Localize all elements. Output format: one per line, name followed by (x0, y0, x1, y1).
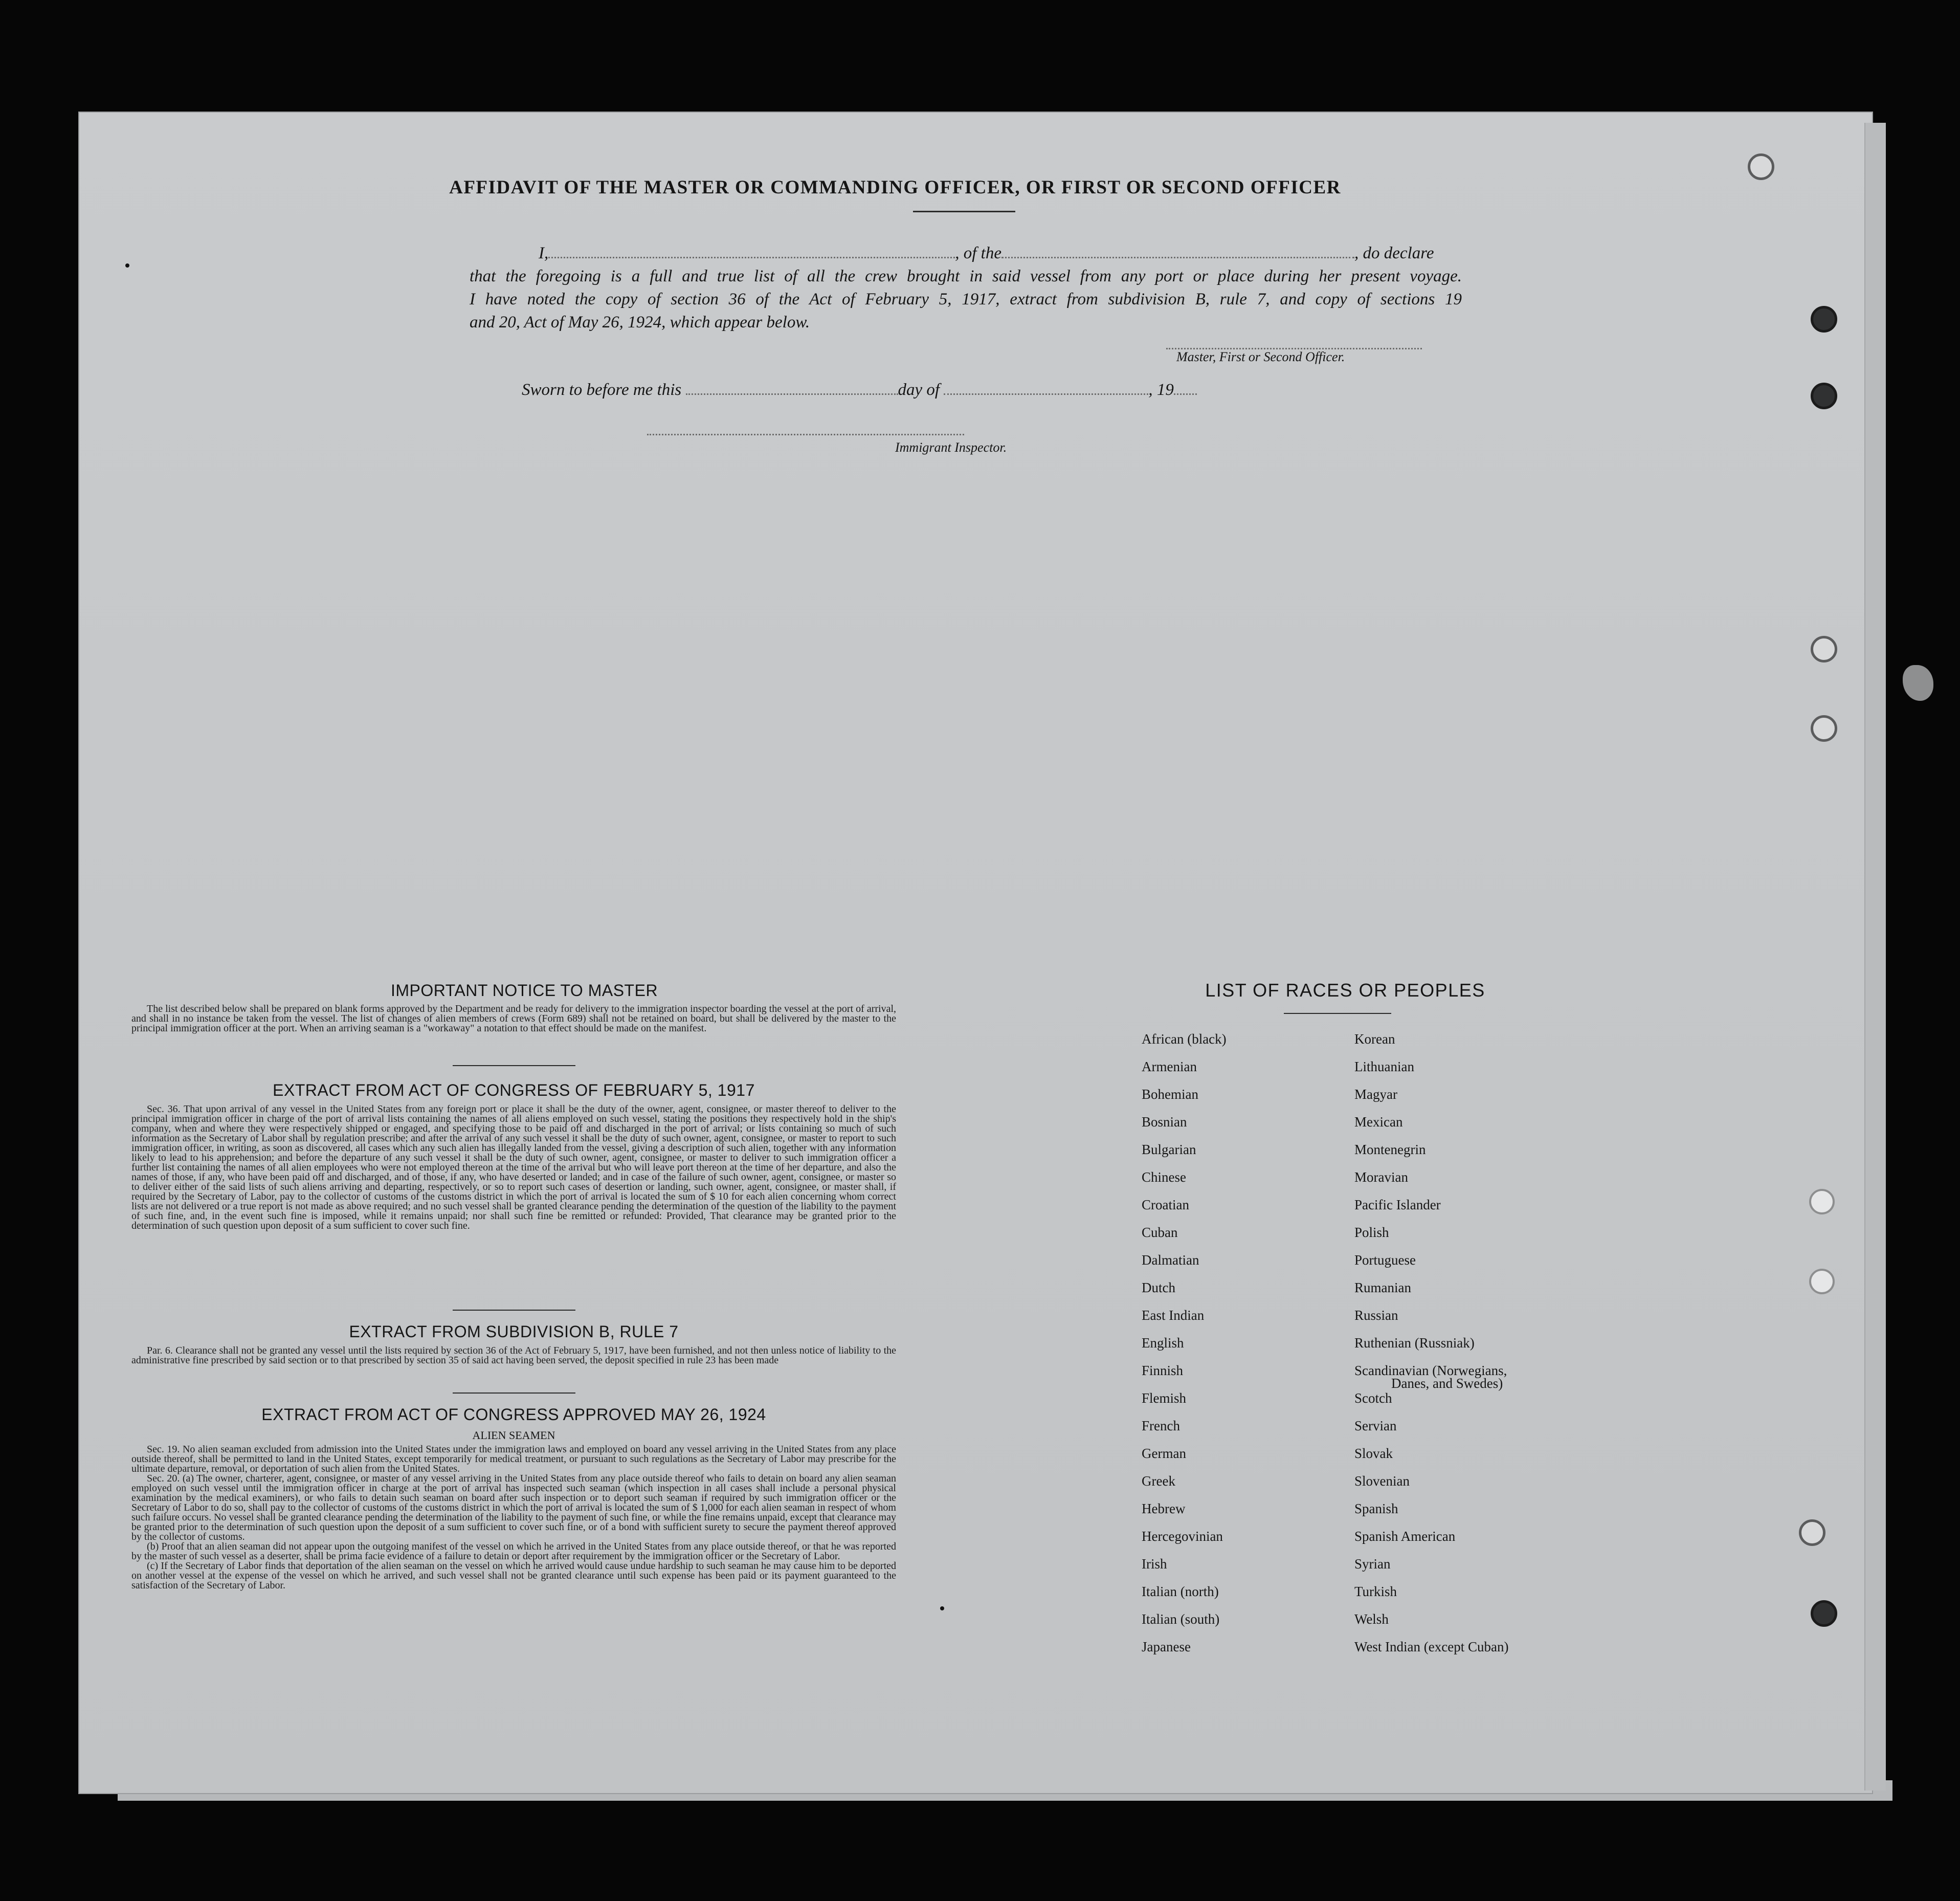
affidavit-line-1 (470, 242, 1462, 265)
race-item: Turkish (1354, 1584, 1397, 1599)
race-item: Chinese (1142, 1169, 1186, 1185)
race-item: Ruthenian (Russniak) (1354, 1335, 1475, 1351)
race-item: Flemish (1142, 1390, 1187, 1406)
binder-hole-8 (1799, 1519, 1825, 1546)
affidavit-line-4: and 20, Act of May 26, 1924, which appear below. (470, 313, 810, 331)
notice-paragraph: The list described below shall be prepared on blank forms approved by the Department and be ready for delivery to the immigration inspector boarding the vessel at the port of arrival, and shall in no instance be taken from the vessel. The list of changes of alien members of crews (Form 689) shall not be retained on board, but shall be delivered by the master to the principal immigration officer at the port. When an arriving seaman is a "workaway" a notation to that effect should be made on the manifest. (131, 1003, 896, 1034)
affidavit-declare: , do declare (1354, 244, 1434, 262)
race-item: Dalmatian (1142, 1252, 1199, 1268)
race-item: Montenegrin (1354, 1142, 1426, 1157)
inspector-label: Immigrant Inspector. (895, 440, 1007, 455)
race-item-continuation: Danes, and Swedes) (1391, 1376, 1503, 1391)
race-item: Croatian (1142, 1197, 1189, 1212)
race-item: Scotch (1354, 1390, 1392, 1406)
name-blank[interactable] (548, 247, 955, 258)
race-item: Bohemian (1142, 1087, 1198, 1102)
race-item: Mexican (1354, 1114, 1403, 1130)
race-item: Greek (1142, 1473, 1175, 1489)
sworn-prefix: Sworn to before me this (522, 381, 682, 399)
section-rule (453, 1065, 575, 1066)
notice-text (131, 1004, 896, 1033)
section-rule (453, 1310, 575, 1311)
sworn-year-blank[interactable] (1174, 383, 1197, 395)
race-item: German (1142, 1446, 1186, 1461)
race-item: Irish (1142, 1556, 1167, 1572)
race-item: Bosnian (1142, 1114, 1187, 1130)
master-label: Master, First or Second Officer. (1176, 349, 1345, 364)
sec-19-paragraph: Sec. 19. No alien seaman excluded from admission into the United States under the immigration laws and employed on board any vessel arriving in the United States from any place outside thereof, shall be permitted to land in the United States, except temporarily for medical treatment, or pursuant to such regulations as the Secretary of Labor may prescribe for the ultimate departure, removal, or deportation of such alien from the United States. (131, 1444, 896, 1474)
race-item: Spanish (1354, 1501, 1398, 1516)
race-item: Pacific Islander (1354, 1197, 1441, 1212)
race-item: Lithuanian (1354, 1059, 1414, 1074)
affidavit-of-the: , of the (955, 244, 1001, 262)
race-item: Scandinavian (Norwegians, (1354, 1363, 1507, 1378)
affidavit-line-3: I have noted the copy of section 36 of the Act of February 5, 1917, extract from subdivision B, rule 7, and copy of sections 19 (470, 290, 1462, 308)
sec-20a-paragraph: Sec. 20. (a) The owner, charterer, agent, consignee, or master of any vessel arriving in the United States from any place outside thereof who fails to detain on board any alien seaman employed on such vessel until the immigration officer in charge at the port of arrival has inspected such seaman (which inspection in all cases shall include a personal physical examination by the medical examiners), or who fails to detain such seaman on board after such inspection or to deport such seaman if required by such immigration officer or the Secretary of Labor to do so, shall pay to the collector of customs of the customs district in which the port of arrival is located the sum of $ 1,000 for each alien seaman in respect of whom such failure occurs. No vessel shall be granted clearance pending the determination of the liability to the payment of such fine, or while the fine remains unpaid, except that clearance may be granted prior to the determination of such question upon the deposit of a sum sufficient to cover such fine, or of a bond with sufficient surety to secure the payment thereof approved by the collector of customs. (131, 1473, 896, 1542)
torn-corner-mark (1903, 665, 1933, 701)
race-item: Russian (1354, 1308, 1398, 1323)
race-item: Hebrew (1142, 1501, 1186, 1516)
binder-hole-9 (1811, 1600, 1837, 1627)
extract-1924-title: EXTRACT FROM ACT OF CONGRESS APPROVED MAY 26, 1924 (261, 1405, 766, 1424)
sworn-month-blank[interactable] (944, 383, 1148, 395)
race-item: Servian (1354, 1418, 1397, 1433)
binder-hole-5 (1811, 715, 1837, 742)
vessel-blank[interactable] (1001, 247, 1354, 258)
races-rule (1284, 1013, 1391, 1014)
race-item: Korean (1354, 1031, 1395, 1047)
sworn-year: , 19 (1148, 381, 1174, 399)
race-item: West Indian (except Cuban) (1354, 1639, 1509, 1654)
rule7-title: EXTRACT FROM SUBDIVISION B, RULE 7 (349, 1322, 679, 1341)
race-item: Finnish (1142, 1363, 1184, 1378)
race-item: Magyar (1354, 1087, 1397, 1102)
race-item: Cuban (1142, 1225, 1178, 1240)
binder-hole-2 (1811, 306, 1837, 333)
binder-hole-1 (1748, 153, 1774, 180)
extract-1917-paragraph: Sec. 36. That upon arrival of any vessel in the United States from any foreign port or place it shall be the duty of the owner, agent, consignee, or master thereof to deliver to the principal immigration officer in charge of the port of arrival lists containing the names of all aliens employed on such vessel, stating the positions they respectively hold in the ship's company, when and where they were respectively shipped or engaged, and specifying those to be paid off and discharged in the port of arrival; or lists containing so much of such information as the Secretary of Labor shall by regulation prescribe; and after the arrival of any such vessel it shall be the duty of such owner, agent, consignee, or master to report to such immigration officer, in writing, as soon as discovered, all cases which any such alien has illegally landed from the vessel, giving a description of such alien, together with any information likely to lead to his apprehension; and before the departure of any such vessel it shall be the duty of such owner, agent, consignee, or master to deliver to such immigration officer a further list containing the names of all alien employees who were not employed thereon at the time of the arrival but who will leave port thereon at the time of her departure, and also the names of those, if any, who have been paid off and discharged, and of those, if any, who have deserted or landed; and in case of the failure of such owner, agent, consignee, or master so to deliver either of the said lists of such aliens arriving and departing, respectively, or so to report such cases of desertion or landing, such owner, agent, consignee, or master shall, if required by the Secretary of Labor, pay to the collector of customs of the customs district in which the port of arrival is located the sum of $ 10 for each alien concerning whom correct lists are not delivered or a true report is not made as above required; and no such vessel shall be granted clearance pending the determination of the question of the liability to the payment of such fine, and, in the event such fine is imposed, while it remains unpaid; nor shall such fine be remitted or refunded: Provided, That clearance may be granted prior to the determination of such question upon deposit of a sum sufficient to cover such fine. (131, 1103, 896, 1231)
race-item: English (1142, 1335, 1184, 1351)
notice-title: IMPORTANT NOTICE TO MASTER (390, 981, 658, 1000)
race-item: Portuguese (1354, 1252, 1416, 1268)
inspector-signature-line[interactable] (647, 424, 964, 435)
binder-hole-6 (1809, 1189, 1835, 1214)
race-item: Slovenian (1354, 1473, 1410, 1489)
binder-hole-4 (1811, 636, 1837, 662)
affidavit-i: I, (539, 244, 549, 262)
sworn-line (522, 379, 1238, 402)
extract-1924-text (131, 1445, 896, 1590)
binder-hole-7 (1809, 1269, 1835, 1294)
sec-20c-paragraph: (c) If the Secretary of Labor finds that deportation of the alien seaman on the vessel on which he arrived would cause undue hardship to such seaman he may cause him to be deported on another vessel at the expense of the vessel on which he arrived, and such vessel shall not be granted clearance until such expense has been paid or its payment guaranteed to the satisfaction of the Secretary of Labor. (131, 1560, 896, 1591)
race-item: Dutch (1142, 1280, 1175, 1295)
extract-1917-text (131, 1104, 896, 1231)
title-rule (913, 211, 1015, 212)
race-item: African (black) (1142, 1031, 1227, 1047)
race-item: Spanish American (1354, 1529, 1456, 1544)
extract-1917-title: EXTRACT FROM ACT OF CONGRESS OF FEBRUARY 5, 1917 (273, 1081, 755, 1099)
section-rule (453, 1392, 575, 1394)
race-item: Rumanian (1354, 1280, 1411, 1295)
rule7-paragraph: Par. 6. Clearance shall not be granted any vessel until the lists required by section 36 of the Act of February 5, 1917, have been furnished, and not then unless notice of liability to the administrative fine prescribed by said section or to that prescribed by section 35 of said act having been served, the deposit specified in rule 23 has been made (131, 1345, 896, 1366)
race-item: Bulgarian (1142, 1142, 1196, 1157)
sworn-day-of: day of (898, 381, 940, 399)
affidavit-line-2: that the foregoing is a full and true list of all the crew brought in said vessel from any port or place during her present voyage. (470, 267, 1462, 285)
rule7-text (131, 1346, 896, 1365)
extract-1924-subtitle: ALIEN SEAMEN (472, 1429, 555, 1442)
race-item: Polish (1354, 1225, 1389, 1240)
sworn-day-blank[interactable] (686, 383, 898, 395)
race-item: Hercegovinian (1142, 1529, 1223, 1544)
sec-20b-paragraph: (b) Proof that an alien seaman did not appear upon the outgoing manifest of the vessel on which he arrived in the United States from any place outside thereof, or that he was reported by the master of such vessel as a deserter, shall be prima facie evidence of a failure to detain or deport after requirement by the immigration officer or the Secretary of Labor. (131, 1541, 896, 1562)
race-item: Armenian (1142, 1059, 1197, 1074)
ink-speck (125, 263, 129, 268)
race-item: Japanese (1142, 1639, 1191, 1654)
race-item: Syrian (1354, 1556, 1391, 1572)
affidavit-title: AFFIDAVIT OF THE MASTER OR COMMANDING OFFICER, OR FIRST OR SECOND OFFICER (449, 177, 1341, 198)
race-item: East Indian (1142, 1308, 1205, 1323)
race-item: Italian (south) (1142, 1611, 1220, 1627)
binder-hole-3 (1811, 383, 1837, 409)
right-sheet-edge (1864, 123, 1886, 1791)
ink-speck (940, 1606, 944, 1610)
races-title: LIST OF RACES OR PEOPLES (1205, 980, 1485, 1001)
race-item: French (1142, 1418, 1180, 1433)
race-item: Moravian (1354, 1169, 1408, 1185)
race-item: Slovak (1354, 1446, 1393, 1461)
race-item: Italian (north) (1142, 1584, 1219, 1599)
race-item: Welsh (1354, 1611, 1389, 1627)
master-signature-line[interactable] (1166, 338, 1422, 349)
